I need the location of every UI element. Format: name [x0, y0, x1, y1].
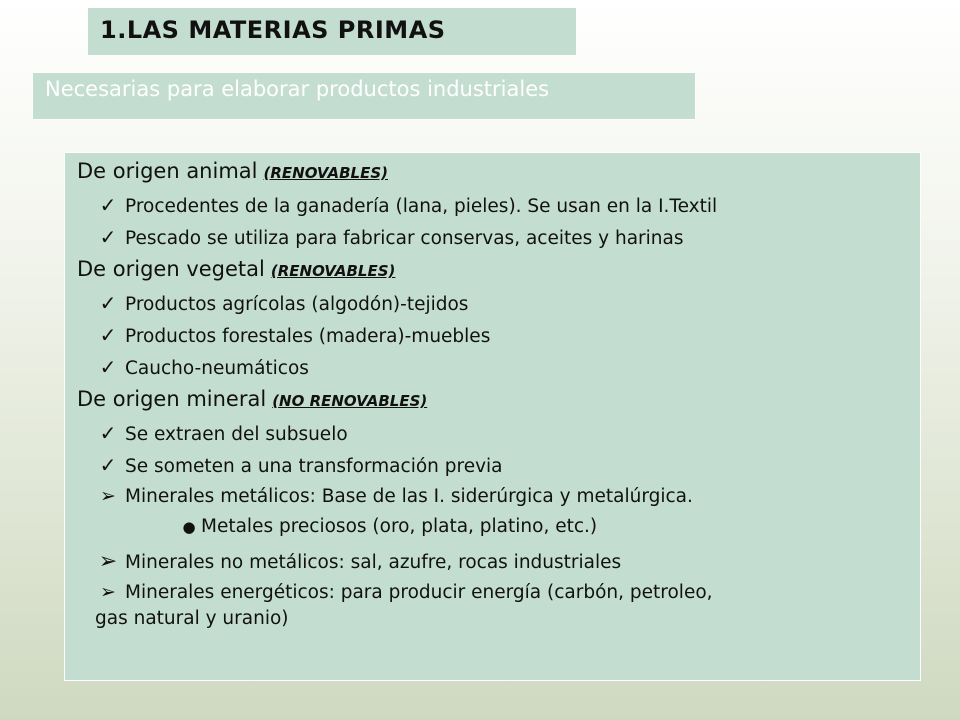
section-heading-vegetal [77, 257, 395, 281]
content-box [64, 152, 921, 681]
list-item-text: Pescado se utiliza para fabricar conservas, aceites y harinas [125, 228, 684, 249]
check-icon: ✓ [99, 193, 117, 217]
subtitle-box [32, 72, 696, 120]
list-item-text: Metales preciosos (oro, plata, platino, etc.) [201, 516, 598, 537]
list-item-text: Minerales energéticos: para producir energía (carbón, petroleo, [125, 582, 713, 603]
list-item [97, 225, 683, 249]
check-icon: ✓ [99, 225, 117, 249]
check-icon: ✓ [99, 453, 117, 477]
list-item-text: Minerales no metálicos: sal, azufre, rocas industriales [125, 552, 622, 573]
list-item-text: Minerales metálicos: Base de las I. siderúrgica y metalúrgica. [125, 486, 693, 507]
arrow-icon: ➢ [98, 549, 118, 574]
section-heading-mineral [77, 387, 427, 411]
list-item-text: gas natural y uranio) [95, 608, 289, 629]
check-icon: ✓ [99, 355, 117, 379]
list-item-sub [181, 516, 597, 537]
list-item [97, 355, 309, 379]
list-item [97, 323, 490, 347]
list-item [97, 193, 717, 217]
renewable-tag: (RENOVABLES) [263, 164, 389, 182]
list-item [97, 549, 621, 574]
slide-title: 1.LAS MATERIAS PRIMAS [100, 16, 446, 44]
list-item-text: Procedentes de la ganadería (lana, pieles). Se usan en la I.Textil [125, 196, 718, 217]
list-item [97, 485, 693, 507]
list-item-text: Se extraen del subsuelo [125, 424, 348, 445]
section-heading-animal [77, 159, 388, 183]
list-item [97, 581, 713, 603]
arrow-icon: ➢ [100, 485, 116, 507]
check-icon: ✓ [99, 421, 117, 445]
section-heading-text: De origen vegetal [77, 257, 265, 281]
list-item-text: Productos agrícolas (algodón)-tejidos [125, 294, 469, 315]
list-item-text: Caucho-neumáticos [125, 358, 309, 379]
section-heading-text: De origen mineral [77, 387, 267, 411]
check-icon: ✓ [99, 323, 117, 347]
check-icon: ✓ [99, 291, 117, 315]
list-item-text: Productos forestales (madera)-muebles [125, 326, 491, 347]
slide-subtitle: Necesarias para elaborar productos industriales [45, 77, 550, 101]
non-renewable-tag: (NO RENOVABLES) [272, 392, 428, 410]
renewable-tag: (RENOVABLES) [270, 262, 396, 280]
section-heading-text: De origen animal [77, 159, 258, 183]
list-item [97, 291, 468, 315]
list-item-text: Se someten a una transformación previa [125, 456, 503, 477]
bullet-icon: ● [182, 518, 196, 536]
list-item [97, 421, 348, 445]
list-item [97, 453, 503, 477]
title-box [88, 8, 576, 55]
list-item-continuation [95, 608, 289, 629]
arrow-icon: ➢ [100, 581, 116, 603]
